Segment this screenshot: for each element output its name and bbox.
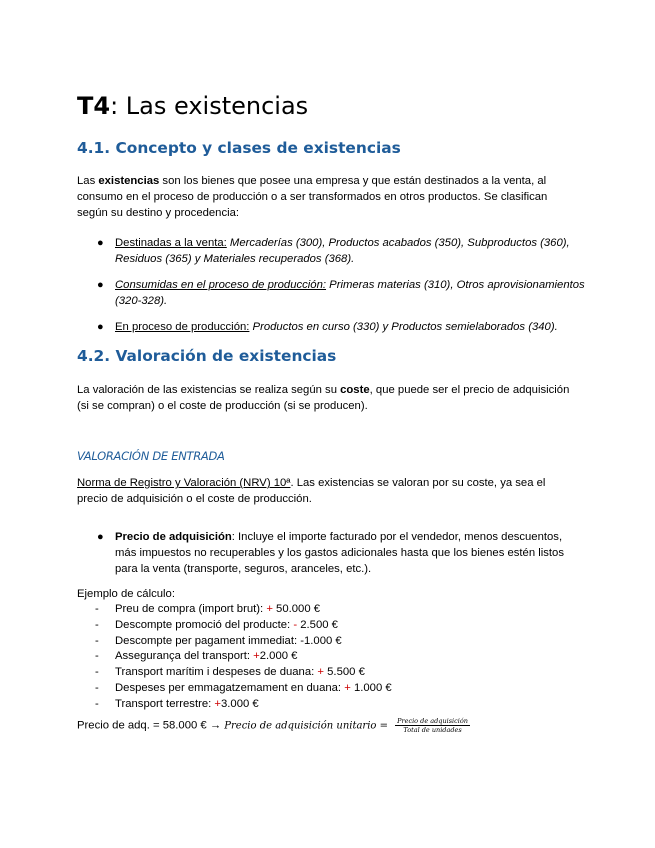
- title-rest: : Las existencias: [110, 92, 309, 120]
- section-heading-concepto: 4.1. Concepto y clases de existencias: [77, 139, 401, 157]
- bullet-dot: ●: [97, 321, 104, 333]
- item-text: Productos en curso (330) y Productos semielaborados (340).: [249, 321, 558, 333]
- row-label: Descompte per pagament immediat:: [115, 634, 301, 647]
- intro-bold: existencias: [98, 175, 160, 187]
- example-row: - Despeses per emmagatzemament en duana: + 1.000 €: [95, 681, 392, 694]
- row-sign: +: [344, 681, 351, 694]
- example-title: Ejemplo de cálculo:: [77, 588, 175, 600]
- row-label: Descompte promoció del producte:: [115, 618, 294, 631]
- row-label: Transport terrestre:: [115, 697, 215, 710]
- norma-text: . Las existencias se valoran por su coste, ya sea el precio de adquisición o el coste de producción.: [77, 477, 546, 505]
- norma-label: Norma de Registro y Valoración (NRV) 10ª: [77, 477, 291, 489]
- example-row: - Assegurança del transport: +2.000 €: [95, 650, 298, 663]
- row-value: 2.500 €: [297, 618, 338, 631]
- row-sign: +: [214, 697, 222, 710]
- row-value: 50.000 €: [272, 603, 321, 615]
- row-sign: +: [253, 650, 260, 663]
- example-row: - Transport terrestre: +3.000 €: [95, 697, 259, 710]
- valoracion-bold: coste: [340, 384, 370, 396]
- precio-bold: Precio de adquisición: [115, 531, 232, 543]
- intro-paragraph: [77, 173, 577, 221]
- intro-pre: Las: [77, 175, 99, 187]
- row-value: 3.000 €: [221, 697, 259, 710]
- row-sign: +: [266, 603, 273, 615]
- row-label: Assegurança del transport:: [115, 650, 254, 663]
- row-label: Preu de compra (import brut):: [115, 603, 267, 615]
- formula-math: Precio de adquisición unitario =: [224, 720, 388, 732]
- fraction-numerator: Precio de adquisición: [397, 717, 468, 725]
- valoracion-pre: La valoración de las existencias se realiza según su: [77, 384, 341, 396]
- valoracion-post: , que puede ser el precio de adquisición (si se compran) o el coste de producción (si se producen).: [77, 384, 570, 412]
- formula-lhs: Precio de adq. = 58.000 € →: [77, 719, 222, 732]
- formula-fraction: [395, 717, 470, 734]
- bullet-dot: ●: [97, 531, 104, 543]
- example-list: [77, 601, 557, 712]
- example-row: - Descompte promoció del producte: - 2.500 €: [95, 618, 338, 631]
- example-row: - Descompte per pagament immediat: -1.000 €: [95, 634, 342, 647]
- row-sign: -: [293, 618, 298, 631]
- row-label: Despeses per emmagatzemament en duana:: [115, 681, 345, 694]
- norma-paragraph: [77, 475, 577, 507]
- row-value: 5.500 €: [324, 666, 365, 679]
- formula-line: [77, 717, 470, 734]
- list-item-precio: [115, 529, 585, 577]
- row-value: 1.000 €: [350, 681, 392, 694]
- title-strong: T4: [77, 92, 111, 120]
- valoracion-paragraph: [77, 382, 577, 414]
- section-heading-valoracion: 4.2. Valoración de existencias: [77, 347, 337, 365]
- item-text: Mercaderías (300), Productos acabados (350), Subproductos (360), Residuos (365) y Materiales recuperados (368).: [115, 237, 570, 265]
- precio-text: : Incluye el importe facturado por el vendedor, menos descuentos, más impuestos no recuperables y los gastos adicionales hasta que los bienes estén listos para la venta (transporte, seguros, aranceles, etc.).: [115, 531, 564, 575]
- bullet-dot: ●: [97, 237, 104, 249]
- example-row: - Transport marítim i despeses de duana: + 5.500 €: [95, 666, 365, 679]
- item-label: Consumidas en el proceso de producción:: [115, 279, 327, 291]
- row-value: -1.000 €: [300, 634, 342, 647]
- item-label: En proceso de producción:: [115, 321, 250, 333]
- example-row: - Preu de compra (import brut): + 50.000 €: [95, 603, 321, 615]
- row-value: 2.000 €: [259, 650, 298, 663]
- subheading-valoracion-entrada: VALORACIÓN DE ENTRADA: [77, 449, 225, 463]
- item-text: Primeras materias (310), Otros aprovisionamientos (320-328).: [115, 279, 585, 307]
- list-item: [115, 319, 585, 335]
- item-label: Destinadas a la venta:: [115, 237, 227, 249]
- row-label: Transport marítim i despeses de duana:: [115, 666, 318, 679]
- page-title: [77, 91, 308, 121]
- fraction-denominator: Total de unidades: [403, 726, 462, 734]
- list-item: [115, 277, 585, 309]
- intro-post: son los bienes que posee una empresa y que están destinados a la venta, al consumo en el proceso de producción o a ser transformados en otros productos. Se clasifican según su destino y procedencia:: [77, 175, 548, 219]
- list-item: [115, 235, 585, 267]
- bullet-dot: ●: [97, 279, 104, 291]
- row-sign: +: [317, 666, 325, 679]
